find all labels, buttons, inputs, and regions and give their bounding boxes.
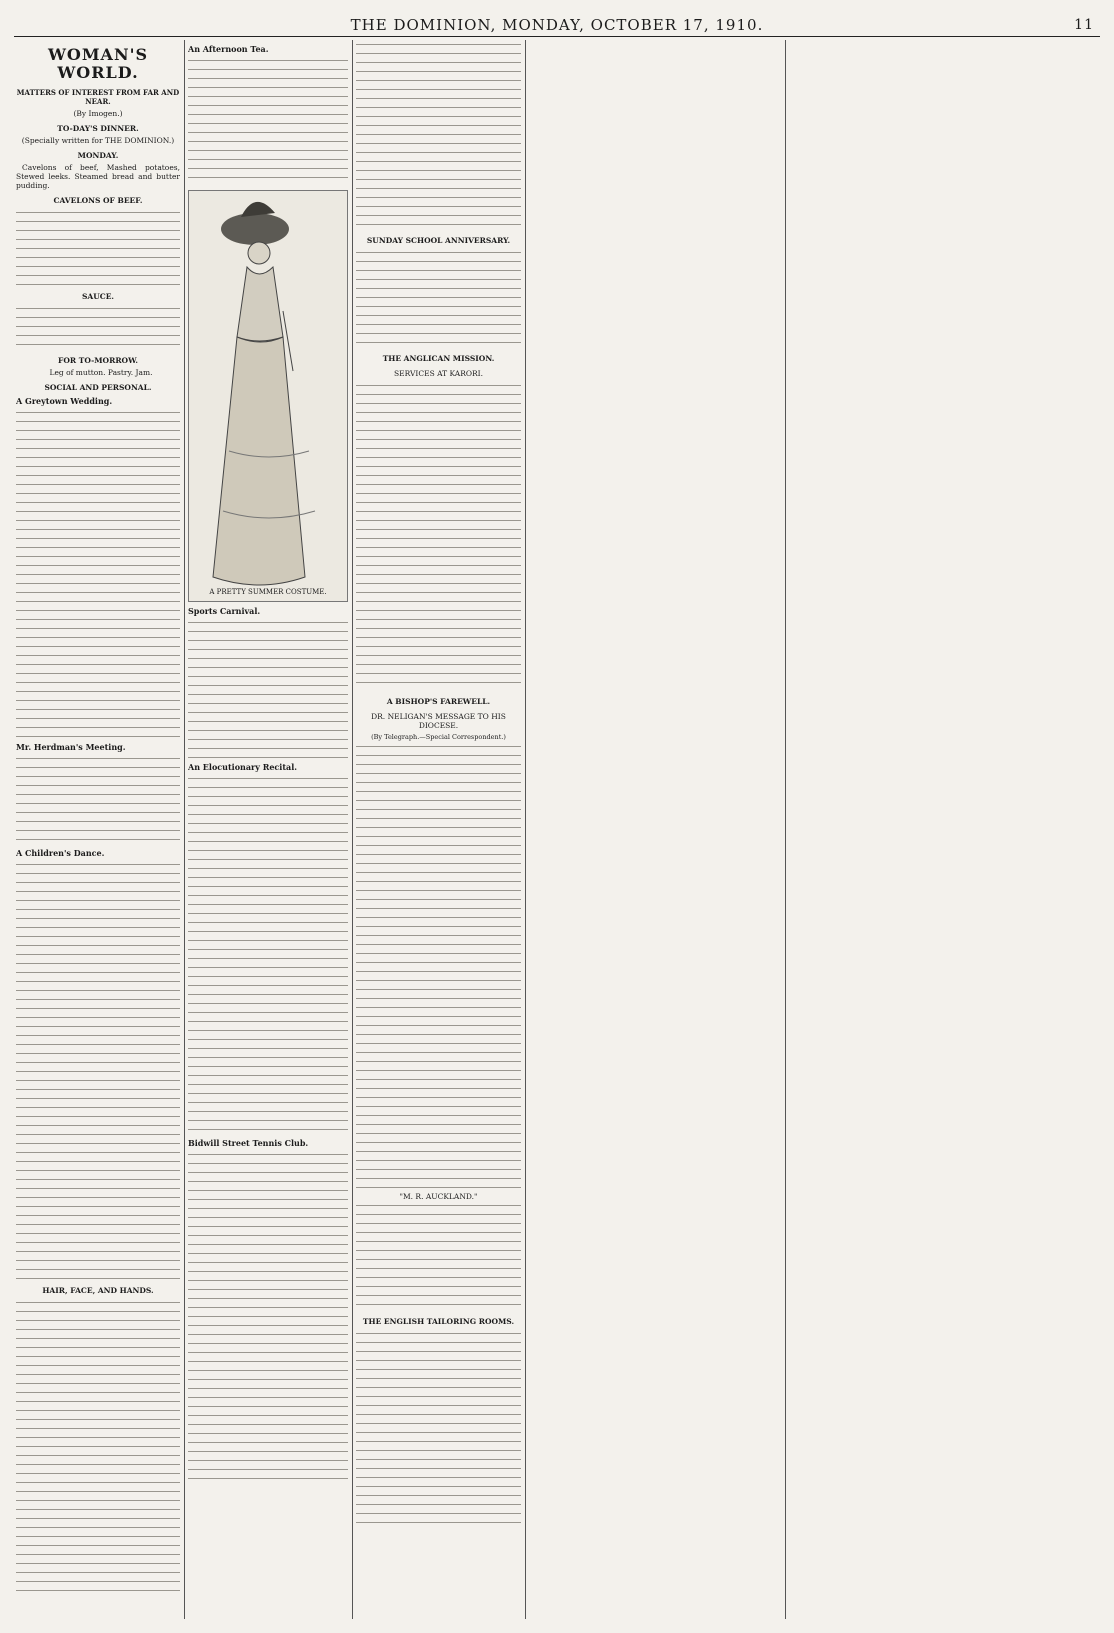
body-text (188, 1150, 348, 1480)
tomorrow-title: FOR TO-MORROW. (58, 356, 138, 365)
recipe-title: CAVELONS OF BEEF. (53, 196, 143, 205)
body-text (16, 408, 180, 738)
article-title: THE ENGLISH TAILORING ROOMS. (362, 1317, 515, 1326)
subhead: A Children's Dance. (16, 848, 105, 858)
body-text (188, 56, 348, 186)
dinner-title: TO-DAY'S DINNER. (57, 124, 139, 133)
subhead: Sports Carnival. (188, 606, 261, 616)
subhead: Mr. Herdman's Meeting. (16, 742, 126, 752)
day-label: MONDAY. (77, 151, 119, 160)
telegraph-note: (By Telegraph.—Special Correspondent.) (371, 733, 506, 741)
article-title: A BISHOP'S FAREWELL. (386, 697, 491, 706)
column-rule (184, 40, 185, 1619)
body-text (356, 1329, 521, 1529)
column-rule (785, 40, 786, 1619)
body-text (356, 40, 521, 230)
body-text (356, 381, 521, 691)
costume-illustration (188, 190, 348, 602)
woman-figure-icon (189, 191, 347, 599)
body-text (356, 742, 521, 1192)
masthead (14, 14, 1100, 37)
body-text (16, 304, 180, 350)
body-text (188, 618, 348, 758)
body-text (356, 1201, 521, 1311)
page-number: 11 (1074, 17, 1094, 33)
dinner-note: (Specially written for THE DOMINION.) (21, 136, 175, 145)
hair-title: HAIR, FACE, AND HANDS. (42, 1286, 154, 1295)
signature: "M. R. AUCKLAND." (399, 1192, 478, 1201)
sauce-title: SAUCE. (81, 292, 115, 301)
column-womans-world (16, 40, 180, 1619)
subhead: An Elocutionary Recital. (188, 762, 298, 772)
subhead: An Afternoon Tea. (188, 44, 269, 54)
body-text (16, 754, 180, 844)
column-rule (352, 40, 353, 1619)
column-three (356, 40, 521, 1619)
body-text (16, 1298, 180, 1598)
byline: (By Imogen.) (73, 109, 123, 118)
subhead: A Greytown Wedding. (16, 396, 113, 406)
tomorrow-text: Leg of mutton. Pastry. Jam. (49, 368, 153, 377)
masthead-title: THE DOMINION, MONDAY, OCTOBER 17, 1910. (350, 16, 764, 34)
body-text (356, 248, 521, 348)
body-text (188, 774, 348, 1134)
article-title: THE ANGLICAN MISSION. (382, 354, 495, 363)
section-subheading: MATTERS OF INTEREST FROM FAR AND NEAR. (16, 88, 180, 106)
article-title: SUNDAY SCHOOL ANNIVERSARY. (366, 236, 511, 245)
article-subtitle: DR. NELIGAN'S MESSAGE TO HIS DIOCESE. (371, 712, 506, 730)
subhead: Bidwill Street Tennis Club. (188, 1138, 309, 1148)
column-rule (525, 40, 526, 1619)
figure-caption: A PRETTY SUMMER COSTUME. (209, 588, 327, 596)
menu-text: Cavelons of beef, Mashed potatoes, Stewed leeks. Steamed bread and butter pudding. (16, 163, 180, 190)
article-subtitle: SERVICES AT KARORI. (393, 369, 483, 378)
body-text (16, 860, 180, 1280)
body-text (16, 208, 180, 286)
social-title: SOCIAL AND PERSONAL. (44, 383, 152, 392)
column-two (188, 40, 348, 1619)
section-heading: WOMAN'S WORLD. (47, 45, 149, 82)
